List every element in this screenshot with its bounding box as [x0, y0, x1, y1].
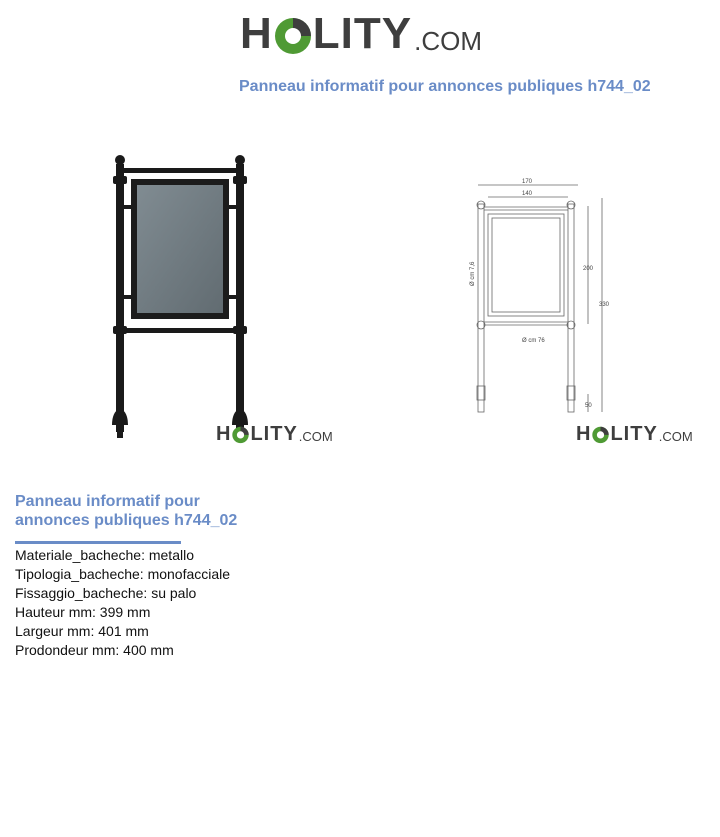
spec-line: Hauteur mm: 399 mm [15, 604, 151, 620]
dim-total-height: 330 [599, 302, 610, 308]
page-title: Panneau informatif pour annonces publiques h744_02 [239, 78, 651, 95]
product-title: Panneau informatif pour annonces publiques h744_02 [15, 493, 238, 529]
dim-bottom-diameter: Ø cm 76 [522, 338, 545, 344]
logo-letters-lity: LITY [610, 423, 658, 445]
brand-logo-watermark-drawing [576, 424, 693, 444]
spec-line: Fissaggio_bacheche: su palo [15, 585, 197, 601]
logo-o-icon [231, 424, 250, 444]
product-specs [15, 546, 230, 660]
logo-letter-h: H [216, 423, 232, 445]
spec-line: Prodondeur mm: 400 mm [15, 642, 174, 658]
dim-top-outer: 170 [522, 179, 533, 185]
logo-domain: .COM [414, 26, 482, 56]
dim-top-inner: 140 [522, 191, 533, 197]
logo-o-icon [591, 424, 610, 444]
logo-domain: .COM [298, 429, 333, 444]
technical-drawing [462, 176, 612, 416]
spec-line: Tipologia_bacheche: monofacciale [15, 566, 231, 582]
spec-line: Materiale_bacheche: metallo [15, 547, 194, 563]
product-photo [100, 150, 260, 445]
dim-foot-height: 50 [585, 403, 592, 409]
dim-frame-height: 200 [583, 266, 594, 272]
title-underline [15, 541, 181, 544]
brand-logo-watermark-photo [216, 424, 333, 444]
logo-letters-lity: LITY [250, 423, 298, 445]
logo-domain: .COM [658, 429, 693, 444]
logo-letter-h: H [240, 9, 273, 58]
logo-letters-lity: LITY [312, 9, 413, 58]
brand-logo[interactable] [240, 9, 482, 58]
dim-left-label: Ø cm 7,6 [470, 261, 476, 286]
spec-line: Largeur mm: 401 mm [15, 623, 149, 639]
logo-o-icon [273, 12, 313, 56]
logo-letter-h: H [576, 423, 592, 445]
